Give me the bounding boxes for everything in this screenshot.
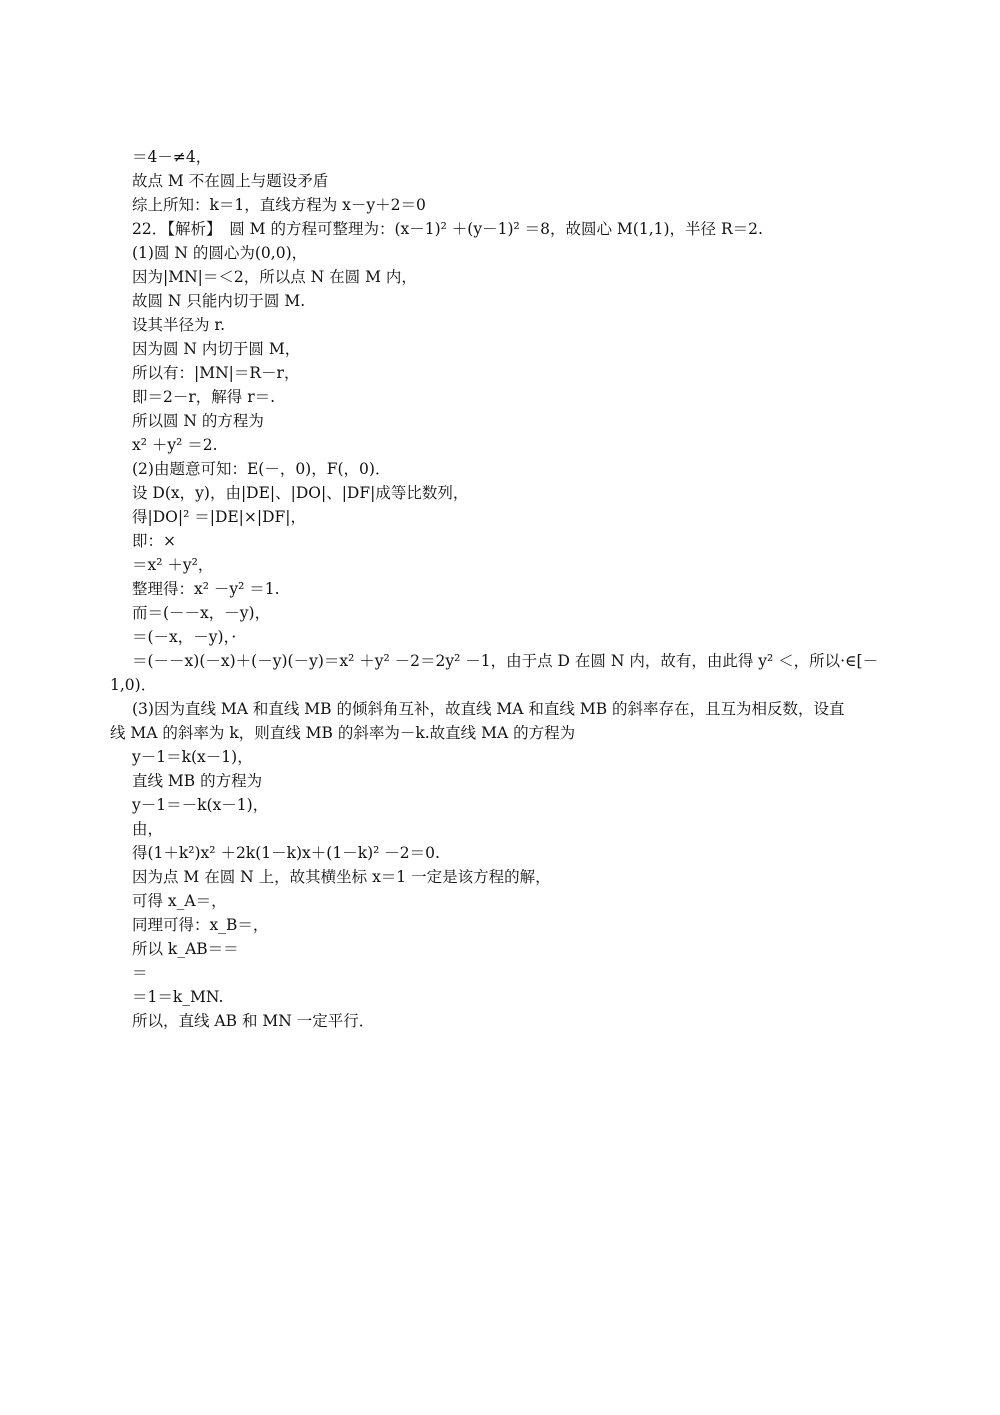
text-line: ＝4－≠4， bbox=[132, 148, 212, 166]
text-line: y－1＝－k(x－1)， bbox=[132, 796, 269, 814]
text-line: ＝(－－x)(－x)＋(－y)(－y)＝x² ＋y² －2＝2y² －1，由于点 D 在圆 N 内，故有，由此得 y² ＜，所以·∈[－ bbox=[132, 652, 879, 670]
text-line: 得(1＋k²)x² ＋2k(1－k)x＋(1－k)² －2＝0. bbox=[132, 844, 440, 862]
text-line: 而＝(－－x，－y)， bbox=[132, 604, 271, 622]
text-line: 所以，直线 AB 和 MN 一定平行． bbox=[132, 1012, 375, 1030]
text-line: (3)因为直线 MA 和直线 MB 的倾斜角互补，故直线 MA 和直线 MB 的斜率存在，且互为相反数，设直 bbox=[132, 700, 845, 718]
text-line: 即：× bbox=[132, 532, 176, 550]
text-line: 即＝2－r，解得 r＝. bbox=[132, 388, 276, 406]
text-line: 直线 MB 的方程为 bbox=[132, 772, 263, 790]
text-line: 所以 k_AB＝＝ bbox=[132, 940, 239, 958]
text-line: ＝x² ＋y²， bbox=[132, 556, 214, 574]
text-line: 整理得：x² －y² ＝1. bbox=[132, 580, 280, 598]
text-line: 所以圆 N 的方程为 bbox=[132, 412, 264, 430]
text-line: 得|DO|² ＝|DE|×|DF|， bbox=[132, 508, 307, 526]
text-line: 故点 M 不在圆上与题设矛盾 bbox=[132, 172, 329, 190]
text-line: ＝(－x，－y)，· bbox=[132, 628, 237, 646]
text-line: 可得 x_A＝， bbox=[132, 892, 227, 910]
text-line: 设其半径为 r. bbox=[132, 316, 226, 334]
text-line: ＝1＝k_MN. bbox=[132, 988, 224, 1006]
text-line: (2)由题意可知：E(－，0)，F(，0)． bbox=[132, 460, 391, 478]
text-line: x² ＋y² ＝2. bbox=[132, 436, 218, 454]
text-line: 因为|MN|＝＜2，所以点 N 在圆 M 内， bbox=[132, 268, 417, 286]
text-line: 1,0)． bbox=[110, 676, 157, 694]
text-line: 由， bbox=[132, 820, 164, 838]
text-line: 因为点 M 在圆 N 上，故其横坐标 x＝1 一定是该方程的解， bbox=[132, 868, 551, 886]
text-line: (1)圆 N 的圆心为(0,0)， bbox=[132, 244, 308, 262]
text-line: ＝ bbox=[132, 964, 148, 982]
text-line: 设 D(x，y)，由|DE|、|DO|、|DF|成等比数列， bbox=[132, 484, 469, 502]
text-line: 综上所知：k＝1，直线方程为 x－y＋2＝0 bbox=[132, 196, 426, 214]
text-line: y－1＝k(x－1)， bbox=[132, 748, 253, 766]
text-line: 所以有：|MN|＝R－r， bbox=[132, 364, 300, 382]
text-line: 故圆 N 只能内切于圆 M. bbox=[132, 292, 306, 310]
text-line: 线 MA 的斜率为 k，则直线 MB 的斜率为－k.故直线 MA 的方程为 bbox=[110, 724, 576, 742]
text-line: 因为圆 N 内切于圆 M， bbox=[132, 340, 301, 358]
text-line: 22．【解析】 圆 M 的方程可整理为：(x－1)² ＋(y－1)² ＝8，故圆心 M(1,1)，半径 R＝2. bbox=[132, 220, 763, 238]
text-line: 同理可得：x_B＝， bbox=[132, 916, 269, 934]
